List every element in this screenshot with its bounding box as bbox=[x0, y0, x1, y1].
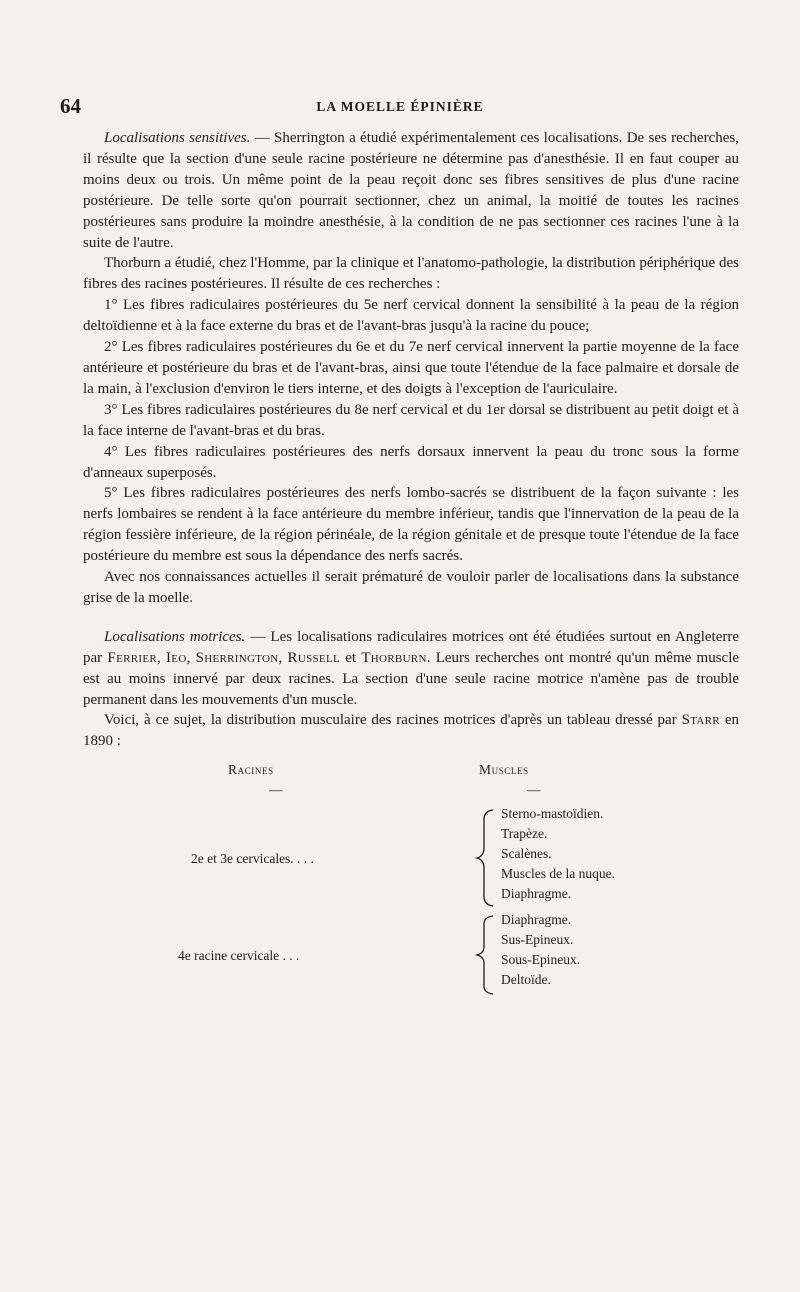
author-name: Russell bbox=[287, 649, 340, 666]
sensitive-item-5: 5° Les fibres radiculaires postérieures des nerfs lombo-sacrés se distribuent de la façon suivante : les nerfs lombaires se rendent à la face antérieure du membre inférieur, tandis que l'innervation de la peau de la région fessière inférieure, de la région périnéale, de la région génitale et de presque toute l'étendue de la face postérieure du membre est sous la dépendance des nerfs sacrés. bbox=[83, 485, 739, 565]
root-label: 4e racine cervicale . . . bbox=[178, 948, 300, 964]
section-title-sensitive: Localisations sensitives. bbox=[104, 130, 251, 146]
running-title: LA MOELLE ÉPINIÈRE bbox=[316, 99, 484, 114]
author-name: Starr bbox=[681, 712, 720, 729]
column-header-roots: Racines bbox=[228, 762, 274, 778]
muscle-name: Diaphragme. bbox=[501, 912, 572, 928]
muscle-name: Diaphragme. bbox=[501, 886, 572, 902]
muscle-name: Deltoïde. bbox=[501, 972, 551, 988]
sensitive-item-3: 3° Les fibres radiculaires postérieures du 8e nerf cervical et du 1er dorsal se distribuent au petit doigt et à la face interne de l'avant-bras et du bras. bbox=[83, 401, 739, 439]
section-title-motor: Localisations motrices. bbox=[104, 628, 246, 645]
column-dash: — bbox=[527, 782, 541, 798]
curly-brace bbox=[473, 808, 497, 908]
table-header bbox=[83, 762, 739, 806]
sensitive-item-1: 1° Les fibres radiculaires postérieures du 5e nerf cervical donnent la sensibilité à la peau de la région deltoïdienne et à la face externe du bras et de l'avant-bras jusqu'à la racine du pouce; bbox=[83, 297, 739, 335]
column-header-muscles: Muscles bbox=[479, 762, 529, 778]
table-row bbox=[83, 912, 739, 1002]
author-name: Thorburn bbox=[361, 649, 427, 666]
page-header bbox=[60, 94, 740, 124]
muscle-name: Trapèze. bbox=[501, 826, 548, 842]
table-row bbox=[83, 806, 739, 912]
author-name: Sherrington bbox=[195, 649, 279, 666]
motor-paragraph-1: Localisations motrices. — Les localisations radiculaires motrices ont été étudiées surtout en Angleterre par Ferrier, Ieo, Sherrington, Russell et Thorburn. Leurs recherches ont montré qu'un même muscle est au moins innervé par deux racines. La section d'une seule racine motrice n'amène pas de trouble permanent dans les mouvements d'un muscle. bbox=[83, 628, 740, 708]
muscle-name: Scalènes. bbox=[501, 846, 552, 862]
muscle-name: Sus-Epineux. bbox=[501, 932, 574, 948]
page-number: 64 bbox=[60, 94, 81, 118]
sensitive-paragraph-2: Thorburn a étudié, chez l'Homme, par la clinique et l'anatomo-pathologie, la distribution périphérique des fibres des racines postérieures. Il résulte de ces recherches : bbox=[83, 255, 739, 293]
author-name: Ferrier bbox=[107, 649, 157, 666]
muscle-name: Sterno-mastoïdien. bbox=[501, 806, 604, 822]
sensitive-item-2: 2° Les fibres radiculaires postérieures du 6e et du 7e nerf cervical innervent la partie moyenne de la face antérieure et postérieure du bras et de l'avant-bras, ainsi que toute l'étendue de la face palmaire et dorsale de la main, à l'exclusion d'environ le tiers interne, et des doigts à l'exception de l'auriculaire. bbox=[83, 339, 739, 397]
column-dash: — bbox=[269, 782, 283, 798]
muscle-name: Sous-Epineux. bbox=[501, 952, 581, 968]
muscle-name: Muscles de la nuque. bbox=[501, 866, 615, 882]
sensitive-paragraph-3: Avec nos connaissances actuelles il serait prématuré de vouloir parler de localisations dans la substance grise de la moelle. bbox=[83, 569, 739, 606]
author-name: Ieo bbox=[166, 649, 187, 666]
curly-brace bbox=[473, 914, 497, 996]
motor-paragraph-2: Voici, à ce sujet, la distribution musculaire des racines motrices d'après un tableau dressé par Starr en 1890 : bbox=[83, 712, 740, 750]
sensitive-paragraph-1: Localisations sensitives. — Sherrington a étudié expérimentalement ces localisations. De ses recherches, il résulte que la section d'une seule racine postérieure ne détermine pas d'anesthésie. Il en faut couper au moins deux ou trois. Un même point de la peau reçoit donc ses fibres sensitives de plus d'une racine postérieure. De telle sorte qu'on pourrait sectionner, chez un animal, la moitié de toutes les racines postérieures sans produire la moindre anesthésie, à la condition de ne pas sectionner ces racines l'une à la suite de l'autre. bbox=[83, 130, 739, 251]
sensitive-item-4: 4° Les fibres radiculaires postérieures des nerfs dorsaux innervent la peau du tronc sous la forme d'anneaux superposés. bbox=[83, 443, 739, 481]
root-label: 2e et 3e cervicales. . . . bbox=[191, 851, 314, 867]
page-body bbox=[83, 128, 739, 1002]
